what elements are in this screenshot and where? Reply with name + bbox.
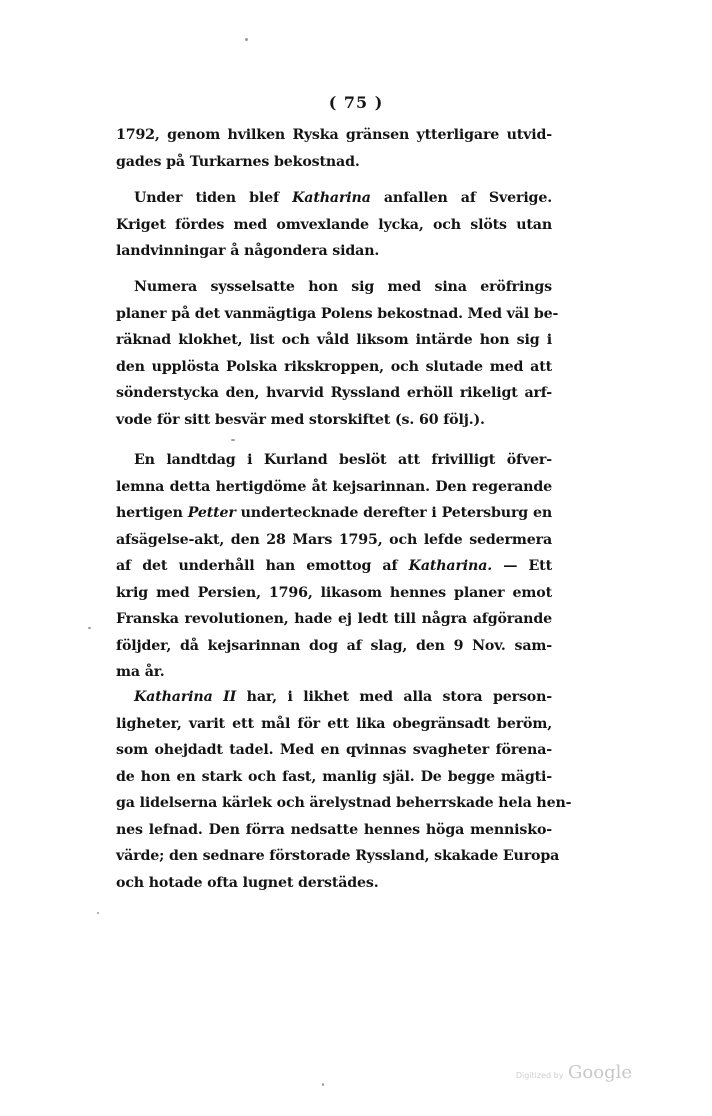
text-line: Franska revolutionen, hade ej ledt till några afgörande [116,611,552,627]
text-line: lemna detta hertigdöme åt kejsarinnan. Den regerande [116,478,552,495]
text-line: räknad klokhet, list och våld liksom intärde hon sig i [116,332,552,348]
scan-speck [88,627,91,629]
paragraph-3 [116,274,559,433]
digitized-watermark [516,1062,632,1083]
text-line: krig med Persien, 1796, likasom hennes planer emot [116,584,552,601]
text-line: följder, då kejsarinnan dog af slag, den 9 Nov. sam- [116,637,552,654]
text-line: Under tiden blef Katharina anfallen af Sverige. [134,190,552,206]
text-line: sönderstycka den, hvarvid Ryssland erhöll rikeligt arf- [116,385,552,401]
text-line: planer på det vanmägtiga Polens bekostnad. Med väl be- [116,305,559,322]
text-line: nes lefnad. Den förra nedsatte hennes höga mennisko- [116,821,552,838]
person-name: Katharina [292,190,371,206]
scan-speck [97,912,99,914]
paragraph-4 [116,447,552,686]
text-line: Katharina II har, i likhet med alla stora person- [134,689,552,705]
text-line: hertigen Petter undertecknade derefter i Petersburg en [116,505,552,521]
scan-speck [245,38,248,41]
text-line: 1792, genom hvilken Ryska gränsen ytterligare utvid- [116,127,552,143]
page-number: ( 75 ) [328,93,384,112]
text-line: den upplösta Polska rikskroppen, och slutade med att [116,358,552,375]
scan-speck [231,439,235,441]
text-line: ga lidelserna kärlek och ärelystnad beherrskade hela hen- [116,795,572,811]
text-line: En landtdag i Kurland beslöt att frivilligt öfver- [134,452,552,468]
paragraph-1 [116,122,552,175]
text-line: vode för sitt besvär med storskiftet (s. 60 följ.). [116,411,485,428]
text-line: Numera sysselsatte hon sig med sina eröfrings [134,279,552,295]
text-line: landvinningar å någondera sidan. [116,243,380,259]
person-name: Katharina. [408,558,493,574]
text-line: värde; den sednare förstorade Ryssland, skakade Europa [116,848,560,864]
text-line: af det underhåll han emottog af Katharina. — Ett [116,558,552,574]
text-line: Kriget fördes med omvexlande lycka, och slöts utan [116,216,552,233]
paragraph-5 [116,684,572,896]
person-name: Katharina II [134,689,237,705]
text-line: ligheter, varit ett mål för ett lika obegränsadt beröm, [116,715,552,732]
text-line: ma år. [116,664,165,680]
text-line: gades på Turkarnes bekostnad. [116,153,360,170]
paragraph-2 [116,185,552,265]
watermark-prefix: Digitized by [515,1071,564,1080]
person-name: Petter [187,505,236,521]
scan-speck [322,1083,324,1086]
text-line: de hon en stark och fast, manlig själ. De begge mägti- [116,768,552,785]
text-line: afsägelse-akt, den 28 Mars 1795, och lefde sedermera [116,531,552,548]
text-line: som ohejdadt tadel. Med en qvinnas svagheter förena- [116,742,552,758]
text-line: och hotade ofta lugnet derstädes. [116,874,379,891]
google-logo: Google [568,1062,632,1083]
